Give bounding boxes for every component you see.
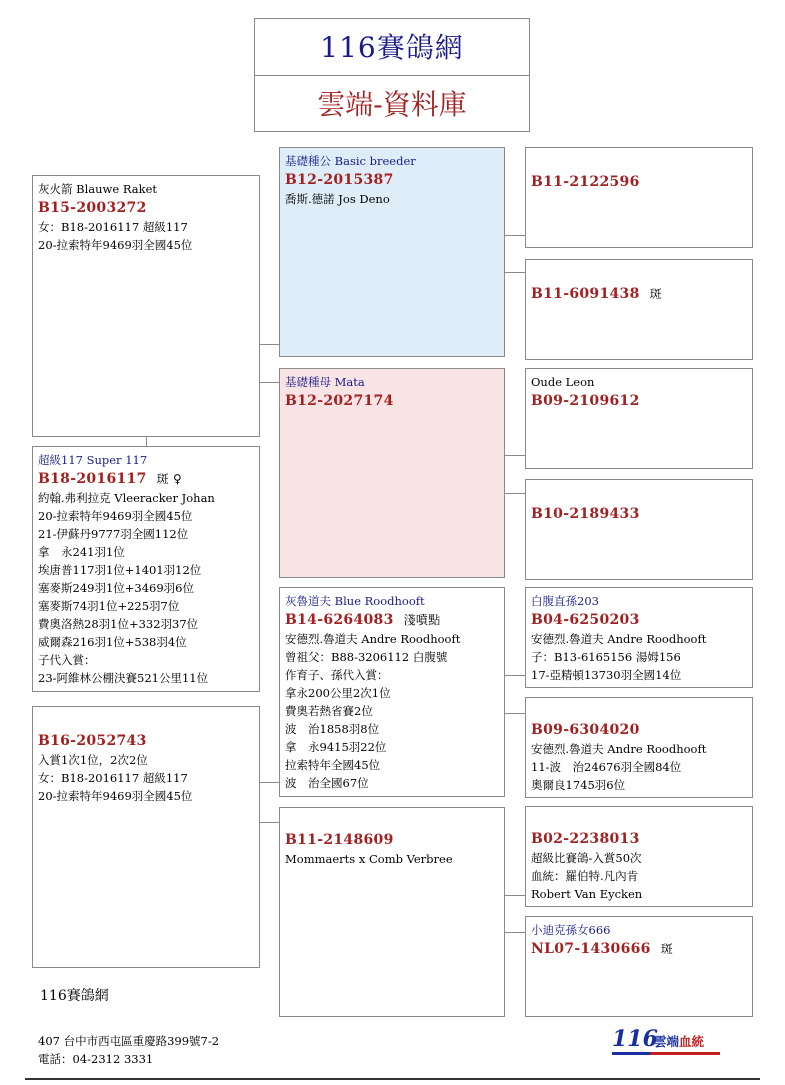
g2-line: 曾祖父：B88-3206112 白腹號 (285, 650, 448, 664)
footer-phone: 電話：04-2312 3331 (38, 1052, 154, 1066)
g3-ring: B09-6304020 (531, 722, 640, 738)
g3-ring: B11-2122596 (531, 174, 640, 190)
connector (260, 782, 280, 783)
connector (505, 895, 525, 896)
g3-ring: NL07-1430666 (531, 941, 651, 957)
connector (505, 455, 525, 456)
g3-card-6 (525, 806, 753, 907)
dam-line: 費奧洛熱28羽1位+332羽37位 (38, 617, 199, 631)
subject-name: 灰火箭 Blauwe Raket (38, 182, 158, 196)
g2-ring: B11-2148609 (285, 832, 394, 848)
g3-tag: 斑 (649, 287, 662, 301)
g3-ring: B04-6250203 (531, 612, 640, 628)
g3-tag: 斑 (660, 942, 674, 956)
dam-card (32, 446, 260, 692)
g3-card-4 (525, 587, 753, 688)
subject-card (32, 175, 260, 437)
dam-line: 埃唐普117羽1位+1401羽12位 (38, 563, 202, 577)
g2-card-3 (279, 807, 505, 1017)
g2-ring: B12-2015387 (285, 172, 394, 188)
g3-ring: B11-6091438 (531, 286, 640, 302)
sire-card (32, 706, 260, 968)
connector (260, 344, 280, 345)
g2-line: 費奧若熱省賽2位 (285, 704, 373, 718)
dam-line: 威爾森216羽1位+538羽4位 (38, 635, 187, 649)
g2-line: Mommaerts x Comb Verbree (285, 852, 453, 866)
dam-line: 21-伊蘇丹9777羽全國112位 (38, 527, 189, 541)
subject-ring: B15-2003272 (38, 200, 147, 216)
g2-card-0 (279, 147, 505, 357)
subject-line: 女：B18-2016117 超級117 (38, 220, 188, 234)
connector (260, 382, 280, 383)
g3-card-7 (525, 916, 753, 1017)
logo-underline (612, 1052, 720, 1055)
footer-rule (25, 1078, 760, 1080)
g2-ring: B12-2027174 (285, 393, 394, 409)
g2-line: 安德烈.魯道夫 Andre Roodhooft (285, 632, 461, 646)
logo-text (654, 1032, 704, 1050)
dam-line: 23-阿維林公棚決賽521公里11位 (38, 671, 209, 685)
g3-line: 17-亞精頓13730羽全國14位 (531, 668, 682, 682)
connector (146, 437, 147, 446)
sire-line: 入賞1次1位，2次2位 (38, 753, 148, 767)
g3-ring: B02-2238013 (531, 831, 640, 847)
g3-line: 安德烈.魯道夫 Andre Roodhooft (531, 632, 707, 646)
sire-line: 20-拉索特年9469羽全國45位 (38, 789, 193, 803)
g2-ring: B14-6264083 (285, 612, 394, 628)
page-header (254, 18, 530, 132)
g3-line: Robert Van Eycken (531, 887, 643, 901)
connector (505, 675, 525, 676)
connector (505, 713, 525, 714)
g3-name: Oude Leon (531, 375, 595, 389)
g2-line: 喬斯.德諾 Jos Deno (285, 192, 390, 206)
g3-line: 血統：羅伯特.凡內肯 (531, 869, 639, 883)
footer-brand: 116賽鴿網 (40, 988, 109, 1004)
connector (505, 235, 525, 236)
g2-line: 拿永200公里2次1位 (285, 686, 391, 700)
dam-ring: B18-2016117 (38, 471, 147, 487)
g3-line: 奧爾良1745羽6位 (531, 778, 626, 792)
logo-text-blue: 雲端 (654, 1034, 680, 1049)
logo-text-red: 血統 (679, 1034, 705, 1049)
g3-ring: B09-2109612 (531, 393, 640, 409)
g2-name: 基礎種公 Basic breeder (285, 154, 416, 168)
g3-line: 超級比賽鴿-入賞50次 (531, 851, 642, 865)
g3-card-2 (525, 368, 753, 469)
g3-name: 小迪克孫女666 (531, 923, 611, 937)
dam-line: 20-拉索特年9469羽全國45位 (38, 509, 193, 523)
g3-line: 子：B13-6165156 湯姆156 (531, 650, 681, 664)
connector (505, 493, 525, 494)
g2-line: 拿 永9415羽22位 (285, 740, 387, 754)
g2-card-2 (279, 587, 505, 797)
connector (505, 932, 525, 933)
logo-number: 116 (612, 1026, 658, 1052)
g2-card-1 (279, 368, 505, 578)
g3-line: 安德烈.魯道夫 Andre Roodhooft (531, 742, 707, 756)
connector (505, 272, 525, 273)
g3-ring: B10-2189433 (531, 506, 640, 522)
g2-line: 波 治1858羽8位 (285, 722, 380, 736)
brand-logo (612, 1026, 722, 1058)
g3-card-3 (525, 479, 753, 580)
g3-card-1 (525, 259, 753, 360)
dam-line: 拿 永241羽1位 (38, 545, 125, 559)
subject-line: 20-拉索特年9469羽全國45位 (38, 238, 193, 252)
g2-tag: 淺噴點 (403, 613, 441, 627)
page-subtitle: 雲端-資料庫 (317, 88, 467, 121)
footer-contact (38, 1032, 219, 1068)
site-name: 116賽鴿網 (255, 19, 529, 76)
sire-line: 女：B18-2016117 超級117 (38, 771, 188, 785)
g2-line: 作育子、孫代入賞： (285, 668, 389, 682)
footer-address: 407 台中市西屯區重慶路399號7-2 (38, 1034, 220, 1048)
sire-ring: B16-2052743 (38, 733, 147, 749)
connector (260, 822, 280, 823)
g2-line: 波 治全國67位 (285, 776, 369, 790)
g3-card-0 (525, 147, 753, 248)
g3-name: 白腹直孫203 (531, 594, 599, 608)
g2-line: 拉索特年全國45位 (285, 758, 381, 772)
g3-line: 11-波 治24676羽全國84位 (531, 760, 682, 774)
g2-name: 灰魯道夫 Blue Roodhooft (285, 594, 425, 608)
dam-line: 塞麥斯249羽1位+3469羽6位 (38, 581, 194, 595)
dam-line: 子代入賞： (38, 653, 96, 667)
g2-name: 基礎種母 Mata (285, 375, 365, 389)
dam-line: 塞麥斯74羽1位+225羽7位 (38, 599, 180, 613)
dam-line: 約翰.弗利拉克 Vleeracker Johan (38, 491, 215, 505)
dam-tag: 斑 ♀ (156, 472, 183, 486)
g3-card-5 (525, 697, 753, 798)
dam-name: 超級117 Super 117 (38, 453, 148, 467)
